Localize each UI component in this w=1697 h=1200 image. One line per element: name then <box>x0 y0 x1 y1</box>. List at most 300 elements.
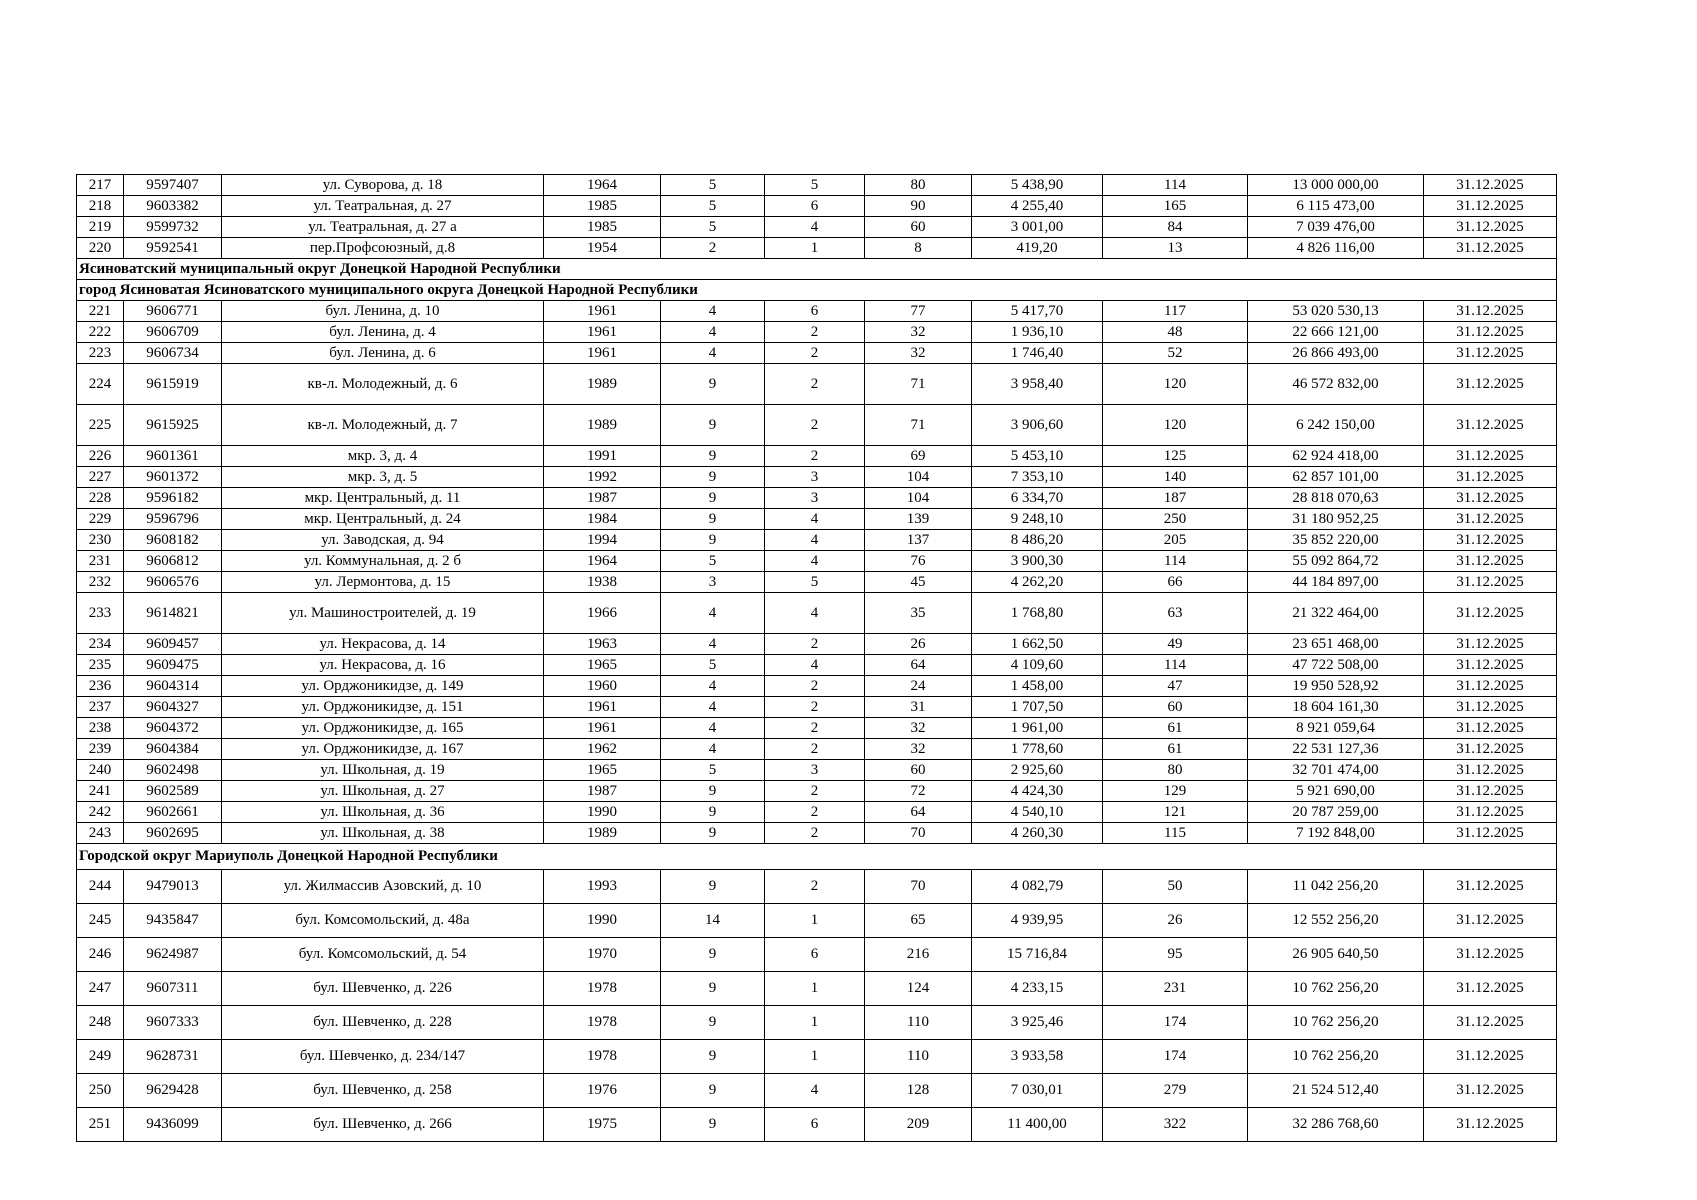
address-cell: ул. Заводская, д. 94 <box>222 530 544 551</box>
object-id-cell: 9479013 <box>124 870 222 904</box>
floors-cell: 9 <box>661 1006 765 1040</box>
deadline-cell: 31.12.2025 <box>1424 760 1557 781</box>
object-id-cell: 9606812 <box>124 551 222 572</box>
row-number-cell: 234 <box>77 634 124 655</box>
apartments-cell: 77 <box>865 301 972 322</box>
deadline-cell: 31.12.2025 <box>1424 697 1557 718</box>
cost-cell: 62 924 418,00 <box>1248 446 1424 467</box>
cost-cell: 26 866 493,00 <box>1248 343 1424 364</box>
residents-cell: 61 <box>1103 718 1248 739</box>
address-cell: ул. Школьная, д. 38 <box>222 823 544 844</box>
row-number-cell: 235 <box>77 655 124 676</box>
address-cell: ул. Орджоникидзе, д. 167 <box>222 739 544 760</box>
deadline-cell: 31.12.2025 <box>1424 718 1557 739</box>
apartments-cell: 71 <box>865 364 972 405</box>
entrances-cell: 2 <box>765 343 865 364</box>
area-cell: 1 746,40 <box>972 343 1103 364</box>
deadline-cell: 31.12.2025 <box>1424 301 1557 322</box>
deadline-cell: 31.12.2025 <box>1424 405 1557 446</box>
floors-cell: 4 <box>661 739 765 760</box>
section-row <box>77 259 1557 280</box>
address-cell: бул. Шевченко, д. 234/147 <box>222 1040 544 1074</box>
year-built-cell: 1965 <box>544 655 661 676</box>
residents-cell: 50 <box>1103 870 1248 904</box>
cost-cell: 19 950 528,92 <box>1248 676 1424 697</box>
residents-cell: 165 <box>1103 196 1248 217</box>
row-number-cell: 224 <box>77 364 124 405</box>
address-cell: ул. Жилмассив Азовский, д. 10 <box>222 870 544 904</box>
cost-cell: 47 722 508,00 <box>1248 655 1424 676</box>
year-built-cell: 1964 <box>544 551 661 572</box>
cost-cell: 23 651 468,00 <box>1248 634 1424 655</box>
cost-cell: 31 180 952,25 <box>1248 509 1424 530</box>
apartments-cell: 137 <box>865 530 972 551</box>
address-cell: кв-л. Молодежный, д. 6 <box>222 364 544 405</box>
year-built-cell: 1991 <box>544 446 661 467</box>
area-cell: 1 662,50 <box>972 634 1103 655</box>
residents-cell: 205 <box>1103 530 1248 551</box>
entrances-cell: 2 <box>765 405 865 446</box>
cost-cell: 21 322 464,00 <box>1248 593 1424 634</box>
floors-cell: 9 <box>661 467 765 488</box>
entrances-cell: 4 <box>765 217 865 238</box>
cost-cell: 26 905 640,50 <box>1248 938 1424 972</box>
deadline-cell: 31.12.2025 <box>1424 343 1557 364</box>
cost-cell: 44 184 897,00 <box>1248 572 1424 593</box>
floors-cell: 9 <box>661 530 765 551</box>
table-row <box>77 196 1557 217</box>
address-cell: пер.Профсоюзный, д.8 <box>222 238 544 259</box>
residents-cell: 49 <box>1103 634 1248 655</box>
floors-cell: 9 <box>661 938 765 972</box>
apartments-cell: 69 <box>865 446 972 467</box>
cost-cell: 13 000 000,00 <box>1248 175 1424 196</box>
deadline-cell: 31.12.2025 <box>1424 364 1557 405</box>
apartments-cell: 26 <box>865 634 972 655</box>
deadline-cell: 31.12.2025 <box>1424 322 1557 343</box>
area-cell: 3 933,58 <box>972 1040 1103 1074</box>
apartments-cell: 76 <box>865 551 972 572</box>
year-built-cell: 1961 <box>544 322 661 343</box>
floors-cell: 4 <box>661 343 765 364</box>
deadline-cell: 31.12.2025 <box>1424 446 1557 467</box>
row-number-cell: 242 <box>77 802 124 823</box>
apartments-cell: 60 <box>865 760 972 781</box>
apartments-cell: 35 <box>865 593 972 634</box>
year-built-cell: 1985 <box>544 217 661 238</box>
residents-cell: 52 <box>1103 343 1248 364</box>
row-number-cell: 222 <box>77 322 124 343</box>
cost-cell: 10 762 256,20 <box>1248 1006 1424 1040</box>
cost-cell: 10 762 256,20 <box>1248 1040 1424 1074</box>
row-number-cell: 232 <box>77 572 124 593</box>
object-id-cell: 9604314 <box>124 676 222 697</box>
row-number-cell: 231 <box>77 551 124 572</box>
address-cell: бул. Шевченко, д. 226 <box>222 972 544 1006</box>
entrances-cell: 3 <box>765 760 865 781</box>
row-number-cell: 221 <box>77 301 124 322</box>
object-id-cell: 9597407 <box>124 175 222 196</box>
residents-cell: 250 <box>1103 509 1248 530</box>
row-number-cell: 223 <box>77 343 124 364</box>
entrances-cell: 2 <box>765 364 865 405</box>
address-cell: ул. Театральная, д. 27 <box>222 196 544 217</box>
residents-cell: 279 <box>1103 1074 1248 1108</box>
entrances-cell: 1 <box>765 972 865 1006</box>
cost-cell: 20 787 259,00 <box>1248 802 1424 823</box>
cost-cell: 12 552 256,20 <box>1248 904 1424 938</box>
cost-cell: 32 286 768,60 <box>1248 1108 1424 1142</box>
cost-cell: 11 042 256,20 <box>1248 870 1424 904</box>
year-built-cell: 1987 <box>544 781 661 802</box>
deadline-cell: 31.12.2025 <box>1424 530 1557 551</box>
deadline-cell: 31.12.2025 <box>1424 904 1557 938</box>
cost-cell: 5 921 690,00 <box>1248 781 1424 802</box>
floors-cell: 9 <box>661 488 765 509</box>
table-row <box>77 760 1557 781</box>
object-id-cell: 9601361 <box>124 446 222 467</box>
object-id-cell: 9606709 <box>124 322 222 343</box>
object-id-cell: 9604384 <box>124 739 222 760</box>
entrances-cell: 1 <box>765 904 865 938</box>
table-row <box>77 655 1557 676</box>
apartments-cell: 32 <box>865 718 972 739</box>
entrances-cell: 5 <box>765 175 865 196</box>
apartments-cell: 65 <box>865 904 972 938</box>
address-cell: ул. Некрасова, д. 14 <box>222 634 544 655</box>
object-id-cell: 9609457 <box>124 634 222 655</box>
area-cell: 5 417,70 <box>972 301 1103 322</box>
year-built-cell: 1989 <box>544 364 661 405</box>
floors-cell: 5 <box>661 760 765 781</box>
floors-cell: 14 <box>661 904 765 938</box>
residents-cell: 174 <box>1103 1006 1248 1040</box>
cost-cell: 28 818 070,63 <box>1248 488 1424 509</box>
floors-cell: 9 <box>661 509 765 530</box>
table-row <box>77 488 1557 509</box>
year-built-cell: 1954 <box>544 238 661 259</box>
row-number-cell: 243 <box>77 823 124 844</box>
entrances-cell: 3 <box>765 467 865 488</box>
residents-cell: 140 <box>1103 467 1248 488</box>
residents-cell: 47 <box>1103 676 1248 697</box>
object-id-cell: 9602589 <box>124 781 222 802</box>
deadline-cell: 31.12.2025 <box>1424 467 1557 488</box>
table-row <box>77 1040 1557 1074</box>
address-cell: мкр. Центральный, д. 11 <box>222 488 544 509</box>
area-cell: 1 768,80 <box>972 593 1103 634</box>
table-row <box>77 739 1557 760</box>
entrances-cell: 4 <box>765 655 865 676</box>
year-built-cell: 1938 <box>544 572 661 593</box>
entrances-cell: 4 <box>765 530 865 551</box>
area-cell: 4 233,15 <box>972 972 1103 1006</box>
address-cell: ул. Некрасова, д. 16 <box>222 655 544 676</box>
object-id-cell: 9614821 <box>124 593 222 634</box>
object-id-cell: 9606576 <box>124 572 222 593</box>
apartments-cell: 80 <box>865 175 972 196</box>
table-row <box>77 697 1557 718</box>
table-body <box>77 175 1557 1142</box>
housing-registry-table <box>76 174 1557 1142</box>
table-row <box>77 938 1557 972</box>
row-number-cell: 226 <box>77 446 124 467</box>
address-cell: ул. Школьная, д. 36 <box>222 802 544 823</box>
deadline-cell: 31.12.2025 <box>1424 551 1557 572</box>
deadline-cell: 31.12.2025 <box>1424 870 1557 904</box>
address-cell: ул. Машиностроителей, д. 19 <box>222 593 544 634</box>
cost-cell: 46 572 832,00 <box>1248 364 1424 405</box>
apartments-cell: 8 <box>865 238 972 259</box>
row-number-cell: 220 <box>77 238 124 259</box>
table-row <box>77 718 1557 739</box>
table-row <box>77 217 1557 238</box>
section-title: Городской округ Мариуполь Донецкой Народной Республики <box>77 844 1557 870</box>
residents-cell: 61 <box>1103 739 1248 760</box>
floors-cell: 9 <box>661 781 765 802</box>
address-cell: кв-л. Молодежный, д. 7 <box>222 405 544 446</box>
row-number-cell: 250 <box>77 1074 124 1108</box>
area-cell: 3 906,60 <box>972 405 1103 446</box>
area-cell: 8 486,20 <box>972 530 1103 551</box>
section-title: Ясиноватский муниципальный округ Донецкой Народной Республики <box>77 259 1557 280</box>
year-built-cell: 1993 <box>544 870 661 904</box>
table-row <box>77 1006 1557 1040</box>
area-cell: 3 925,46 <box>972 1006 1103 1040</box>
object-id-cell: 9602661 <box>124 802 222 823</box>
apartments-cell: 64 <box>865 802 972 823</box>
year-built-cell: 1987 <box>544 488 661 509</box>
cost-cell: 4 826 116,00 <box>1248 238 1424 259</box>
year-built-cell: 1961 <box>544 343 661 364</box>
row-number-cell: 217 <box>77 175 124 196</box>
section-row <box>77 280 1557 301</box>
object-id-cell: 9608182 <box>124 530 222 551</box>
residents-cell: 63 <box>1103 593 1248 634</box>
apartments-cell: 71 <box>865 405 972 446</box>
residents-cell: 121 <box>1103 802 1248 823</box>
table-row <box>77 781 1557 802</box>
row-number-cell: 241 <box>77 781 124 802</box>
residents-cell: 114 <box>1103 655 1248 676</box>
row-number-cell: 218 <box>77 196 124 217</box>
row-number-cell: 248 <box>77 1006 124 1040</box>
object-id-cell: 9602695 <box>124 823 222 844</box>
area-cell: 3 900,30 <box>972 551 1103 572</box>
cost-cell: 6 242 150,00 <box>1248 405 1424 446</box>
cost-cell: 55 092 864,72 <box>1248 551 1424 572</box>
year-built-cell: 1985 <box>544 196 661 217</box>
address-cell: бул. Шевченко, д. 266 <box>222 1108 544 1142</box>
deadline-cell: 31.12.2025 <box>1424 509 1557 530</box>
table-row <box>77 322 1557 343</box>
row-number-cell: 229 <box>77 509 124 530</box>
row-number-cell: 219 <box>77 217 124 238</box>
address-cell: бул. Шевченко, д. 228 <box>222 1006 544 1040</box>
area-cell: 1 961,00 <box>972 718 1103 739</box>
row-number-cell: 227 <box>77 467 124 488</box>
object-id-cell: 9629428 <box>124 1074 222 1108</box>
apartments-cell: 110 <box>865 1040 972 1074</box>
object-id-cell: 9606771 <box>124 301 222 322</box>
area-cell: 3 001,00 <box>972 217 1103 238</box>
deadline-cell: 31.12.2025 <box>1424 1108 1557 1142</box>
table-row <box>77 405 1557 446</box>
area-cell: 1 458,00 <box>972 676 1103 697</box>
residents-cell: 13 <box>1103 238 1248 259</box>
row-number-cell: 228 <box>77 488 124 509</box>
apartments-cell: 32 <box>865 739 972 760</box>
row-number-cell: 237 <box>77 697 124 718</box>
object-id-cell: 9435847 <box>124 904 222 938</box>
table-row <box>77 446 1557 467</box>
entrances-cell: 5 <box>765 572 865 593</box>
deadline-cell: 31.12.2025 <box>1424 823 1557 844</box>
area-cell: 3 958,40 <box>972 364 1103 405</box>
table-row <box>77 175 1557 196</box>
apartments-cell: 90 <box>865 196 972 217</box>
apartments-cell: 216 <box>865 938 972 972</box>
entrances-cell: 2 <box>765 446 865 467</box>
table-row <box>77 551 1557 572</box>
table-row <box>77 802 1557 823</box>
deadline-cell: 31.12.2025 <box>1424 802 1557 823</box>
table-row <box>77 364 1557 405</box>
entrances-cell: 1 <box>765 1040 865 1074</box>
year-built-cell: 1961 <box>544 697 661 718</box>
cost-cell: 62 857 101,00 <box>1248 467 1424 488</box>
area-cell: 4 424,30 <box>972 781 1103 802</box>
object-id-cell: 9628731 <box>124 1040 222 1074</box>
address-cell: бул. Ленина, д. 6 <box>222 343 544 364</box>
apartments-cell: 124 <box>865 972 972 1006</box>
area-cell: 4 109,60 <box>972 655 1103 676</box>
year-built-cell: 1978 <box>544 1006 661 1040</box>
apartments-cell: 209 <box>865 1108 972 1142</box>
residents-cell: 120 <box>1103 405 1248 446</box>
object-id-cell: 9603382 <box>124 196 222 217</box>
floors-cell: 9 <box>661 1040 765 1074</box>
floors-cell: 9 <box>661 802 765 823</box>
area-cell: 4 255,40 <box>972 196 1103 217</box>
floors-cell: 4 <box>661 322 765 343</box>
table-row <box>77 972 1557 1006</box>
floors-cell: 9 <box>661 446 765 467</box>
area-cell: 5 438,90 <box>972 175 1103 196</box>
area-cell: 9 248,10 <box>972 509 1103 530</box>
object-id-cell: 9609475 <box>124 655 222 676</box>
area-cell: 1 707,50 <box>972 697 1103 718</box>
cost-cell: 10 762 256,20 <box>1248 972 1424 1006</box>
section-title: город Ясиноватая Ясиноватского муниципального округа Донецкой Народной Республики <box>77 280 1557 301</box>
apartments-cell: 60 <box>865 217 972 238</box>
object-id-cell: 9436099 <box>124 1108 222 1142</box>
deadline-cell: 31.12.2025 <box>1424 781 1557 802</box>
area-cell: 11 400,00 <box>972 1108 1103 1142</box>
apartments-cell: 72 <box>865 781 972 802</box>
object-id-cell: 9606734 <box>124 343 222 364</box>
residents-cell: 48 <box>1103 322 1248 343</box>
cost-cell: 22 531 127,36 <box>1248 739 1424 760</box>
floors-cell: 5 <box>661 196 765 217</box>
table-row <box>77 530 1557 551</box>
year-built-cell: 1975 <box>544 1108 661 1142</box>
floors-cell: 9 <box>661 1108 765 1142</box>
floors-cell: 4 <box>661 301 765 322</box>
section-row <box>77 844 1557 870</box>
residents-cell: 174 <box>1103 1040 1248 1074</box>
table-row <box>77 823 1557 844</box>
object-id-cell: 9599732 <box>124 217 222 238</box>
year-built-cell: 1966 <box>544 593 661 634</box>
table-row <box>77 572 1557 593</box>
floors-cell: 5 <box>661 551 765 572</box>
row-number-cell: 236 <box>77 676 124 697</box>
address-cell: мкр. 3, д. 5 <box>222 467 544 488</box>
residents-cell: 60 <box>1103 697 1248 718</box>
row-number-cell: 238 <box>77 718 124 739</box>
entrances-cell: 2 <box>765 739 865 760</box>
residents-cell: 120 <box>1103 364 1248 405</box>
table-row <box>77 467 1557 488</box>
area-cell: 7 353,10 <box>972 467 1103 488</box>
table-row <box>77 870 1557 904</box>
year-built-cell: 1992 <box>544 467 661 488</box>
floors-cell: 9 <box>661 405 765 446</box>
object-id-cell: 9607333 <box>124 1006 222 1040</box>
residents-cell: 114 <box>1103 551 1248 572</box>
cost-cell: 21 524 512,40 <box>1248 1074 1424 1108</box>
object-id-cell: 9604372 <box>124 718 222 739</box>
residents-cell: 114 <box>1103 175 1248 196</box>
floors-cell: 5 <box>661 175 765 196</box>
address-cell: бул. Ленина, д. 10 <box>222 301 544 322</box>
entrances-cell: 2 <box>765 802 865 823</box>
apartments-cell: 104 <box>865 488 972 509</box>
residents-cell: 129 <box>1103 781 1248 802</box>
area-cell: 6 334,70 <box>972 488 1103 509</box>
area-cell: 4 540,10 <box>972 802 1103 823</box>
apartments-cell: 70 <box>865 823 972 844</box>
deadline-cell: 31.12.2025 <box>1424 572 1557 593</box>
deadline-cell: 31.12.2025 <box>1424 739 1557 760</box>
year-built-cell: 1970 <box>544 938 661 972</box>
year-built-cell: 1962 <box>544 739 661 760</box>
address-cell: ул. Суворова, д. 18 <box>222 175 544 196</box>
address-cell: бул. Ленина, д. 4 <box>222 322 544 343</box>
table-row <box>77 1108 1557 1142</box>
row-number-cell: 251 <box>77 1108 124 1142</box>
area-cell: 419,20 <box>972 238 1103 259</box>
cost-cell: 7 039 476,00 <box>1248 217 1424 238</box>
entrances-cell: 6 <box>765 196 865 217</box>
residents-cell: 125 <box>1103 446 1248 467</box>
deadline-cell: 31.12.2025 <box>1424 196 1557 217</box>
residents-cell: 187 <box>1103 488 1248 509</box>
cost-cell: 53 020 530,13 <box>1248 301 1424 322</box>
row-number-cell: 249 <box>77 1040 124 1074</box>
address-cell: бул. Комсомольский, д. 54 <box>222 938 544 972</box>
deadline-cell: 31.12.2025 <box>1424 1040 1557 1074</box>
cost-cell: 8 921 059,64 <box>1248 718 1424 739</box>
table-row <box>77 343 1557 364</box>
cost-cell: 35 852 220,00 <box>1248 530 1424 551</box>
floors-cell: 4 <box>661 634 765 655</box>
address-cell: ул. Коммунальная, д. 2 б <box>222 551 544 572</box>
year-built-cell: 1989 <box>544 823 661 844</box>
apartments-cell: 104 <box>865 467 972 488</box>
row-number-cell: 239 <box>77 739 124 760</box>
